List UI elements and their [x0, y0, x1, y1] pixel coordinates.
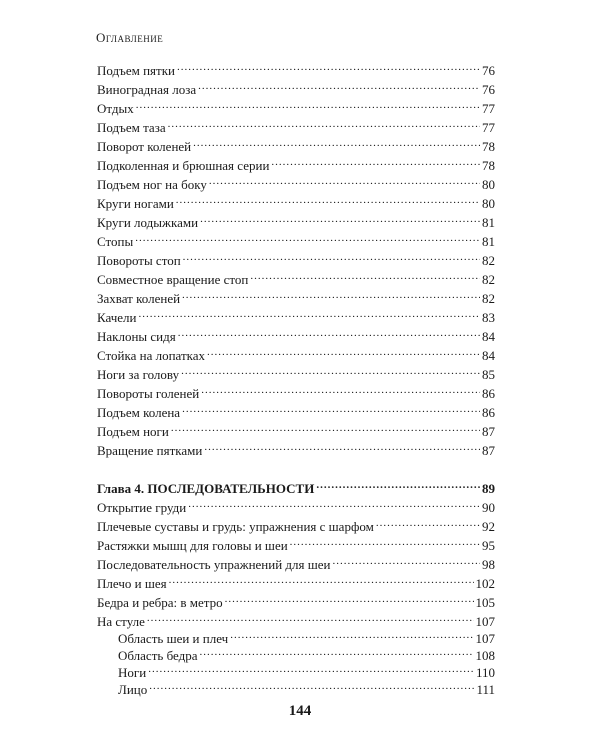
toc-entry-page: 90: [482, 500, 495, 515]
toc-entry-page: 102: [475, 576, 495, 591]
toc-entry: [97, 382, 495, 401]
toc-entry-label: Повороты стоп: [97, 253, 181, 268]
dot-leader: [290, 534, 480, 550]
toc-entry-page: 87: [482, 443, 495, 458]
dot-leader: [171, 420, 480, 436]
toc-entry-page: 92: [482, 519, 495, 534]
page-number: 144: [288, 703, 312, 719]
toc-chapter-heading: [97, 477, 495, 496]
toc-entry: [97, 591, 495, 610]
toc-entry-label: Подколенная и брюшная серии: [97, 158, 270, 173]
dot-leader: [177, 59, 480, 75]
running-head: Оглавление: [96, 30, 164, 45]
toc-entry: [97, 534, 495, 553]
toc-entry: [97, 306, 495, 325]
dot-leader: [333, 553, 481, 569]
toc-entry-page: 84: [482, 329, 495, 344]
toc-entry-label: Подъем колена: [97, 405, 181, 420]
toc-subentry: [97, 661, 495, 678]
toc-entry-label: Совместное вращение стоп: [97, 272, 249, 287]
toc-entry-label: Плечо и шея: [97, 576, 167, 591]
toc-entry: [97, 230, 495, 249]
toc-entry-page: 87: [482, 424, 495, 439]
dot-leader: [136, 97, 480, 113]
dot-leader: [204, 439, 480, 455]
toc-entry: [97, 154, 495, 173]
dot-leader: [139, 306, 480, 322]
dot-leader: [200, 644, 474, 660]
toc-entry-page: 84: [482, 348, 495, 363]
toc-entry: [97, 610, 495, 627]
toc-entry-page: 76: [482, 63, 495, 78]
toc-entry-label: Стопы: [97, 234, 134, 249]
toc-entry-label: Бедра и ребра: в метро: [97, 595, 223, 610]
toc-chapter-label: Глава 4. ПОСЛЕДОВАТЕЛЬНОСТИ: [97, 481, 315, 496]
toc-subentry-page: 107: [475, 631, 495, 646]
dot-leader: [316, 477, 480, 493]
toc-entry: [97, 173, 495, 192]
toc-entry-page: 81: [482, 234, 495, 249]
dot-leader: [188, 496, 480, 512]
toc-entry-label: Плечевые суставы и грудь: упражнения с шарфом: [97, 519, 374, 534]
toc-entry-label: Подъем ног на боку: [97, 177, 207, 192]
dot-leader: [376, 515, 480, 531]
toc-entry: [97, 420, 495, 439]
toc-entry-page: 107: [475, 614, 495, 629]
toc-subentry: [97, 678, 495, 695]
dot-leader: [225, 591, 474, 607]
toc-entry-page: 86: [482, 405, 495, 420]
toc-entry-label: Повороты голеней: [97, 386, 200, 401]
toc-entry: [97, 78, 495, 97]
toc-subentry-label: Область бедра: [118, 648, 198, 663]
toc-entry-label: Растяжки мышц для головы и шеи: [97, 538, 288, 553]
toc-entry-label: Открытие груди: [97, 500, 187, 515]
toc-entry: [97, 59, 495, 78]
toc-entry-label: Подъем пятки: [97, 63, 175, 78]
toc-entry: [97, 97, 495, 116]
dot-leader: [148, 661, 474, 677]
toc-entry-page: 76: [482, 82, 495, 97]
dot-leader: [209, 173, 480, 189]
table-of-contents: [97, 59, 495, 695]
toc-entry-page: 80: [482, 196, 495, 211]
toc-entry-page: 82: [482, 253, 495, 268]
toc-entry-page: 105: [475, 595, 495, 610]
dot-leader: [182, 401, 480, 417]
dot-leader: [135, 230, 480, 246]
toc-subentry-label: Лицо: [118, 682, 148, 697]
toc-entry-page: 85: [482, 367, 495, 382]
toc-entry-label: Круги ногами: [97, 196, 174, 211]
dot-leader: [201, 382, 480, 398]
toc-entry-page: 82: [482, 272, 495, 287]
dot-leader: [168, 116, 480, 132]
toc-entry-page: 77: [482, 101, 495, 116]
toc-entry: [97, 344, 495, 363]
dot-leader: [207, 344, 480, 360]
toc-entry-label: Круги лодыжками: [97, 215, 199, 230]
toc-subentry: [97, 627, 495, 644]
toc-entry-page: 98: [482, 557, 495, 572]
toc-entry: [97, 553, 495, 572]
toc-entry-page: 81: [482, 215, 495, 230]
toc-entry-page: 80: [482, 177, 495, 192]
dot-leader: [198, 78, 480, 94]
toc-entry: [97, 439, 495, 458]
dot-leader: [169, 572, 474, 588]
toc-entry: [97, 192, 495, 211]
toc-entry-label: Подъем таза: [97, 120, 166, 135]
dot-leader: [178, 325, 480, 341]
toc-entry-page: 82: [482, 291, 495, 306]
toc-entry: [97, 325, 495, 344]
toc-entry-page: 83: [482, 310, 495, 325]
toc-entry-label: Стойка на лопатках: [97, 348, 206, 363]
dot-leader: [230, 627, 473, 643]
dot-leader: [183, 249, 480, 265]
toc-entry-label: На стуле: [97, 614, 145, 629]
toc-entry-page: 78: [482, 139, 495, 154]
toc-entry: [97, 116, 495, 135]
dot-leader: [250, 268, 480, 284]
toc-entry-label: Качели: [97, 310, 137, 325]
toc-entry-label: Подъем ноги: [97, 424, 169, 439]
dot-leader: [181, 363, 480, 379]
toc-entry: [97, 515, 495, 534]
toc-entry-label: Захват коленей: [97, 291, 181, 306]
toc-entry-label: Вращение пятками: [97, 443, 203, 458]
dot-leader: [176, 192, 480, 208]
dot-leader: [193, 135, 480, 151]
dot-leader: [182, 287, 480, 303]
toc-entry-label: Наклоны сидя: [97, 329, 176, 344]
toc-entry-label: Отдых: [97, 101, 134, 116]
toc-entry-label: Виноградная лоза: [97, 82, 197, 97]
toc-entry: [97, 135, 495, 154]
toc-entry: [97, 268, 495, 287]
dot-leader: [200, 211, 480, 227]
toc-entry: [97, 363, 495, 382]
toc-entry: [97, 211, 495, 230]
toc-subentry-label: Ноги: [118, 665, 147, 680]
section-spacer: [97, 458, 495, 477]
toc-entry: [97, 572, 495, 591]
toc-subentry-label: Область шеи и плеч: [118, 631, 229, 646]
dot-leader: [271, 154, 480, 170]
toc-entry: [97, 249, 495, 268]
toc-entry: [97, 287, 495, 306]
toc-entry-label: Ноги за голову: [97, 367, 180, 382]
dot-leader: [147, 610, 474, 626]
dot-leader: [149, 678, 474, 694]
toc-subentry-page: 110: [475, 665, 495, 680]
toc-chapter-page: 89: [482, 481, 495, 496]
toc-entry-page: 95: [482, 538, 495, 553]
toc-subentry-page: 108: [475, 648, 495, 663]
toc-entry-page: 86: [482, 386, 495, 401]
toc-entry-page: 77: [482, 120, 495, 135]
toc-entry-label: Последовательность упражнений для шеи: [97, 557, 331, 572]
toc-entry: [97, 496, 495, 515]
toc-entry-label: Поворот коленей: [97, 139, 192, 154]
toc-entry: [97, 401, 495, 420]
toc-subentry-page: 111: [476, 682, 495, 697]
toc-entry-page: 78: [482, 158, 495, 173]
